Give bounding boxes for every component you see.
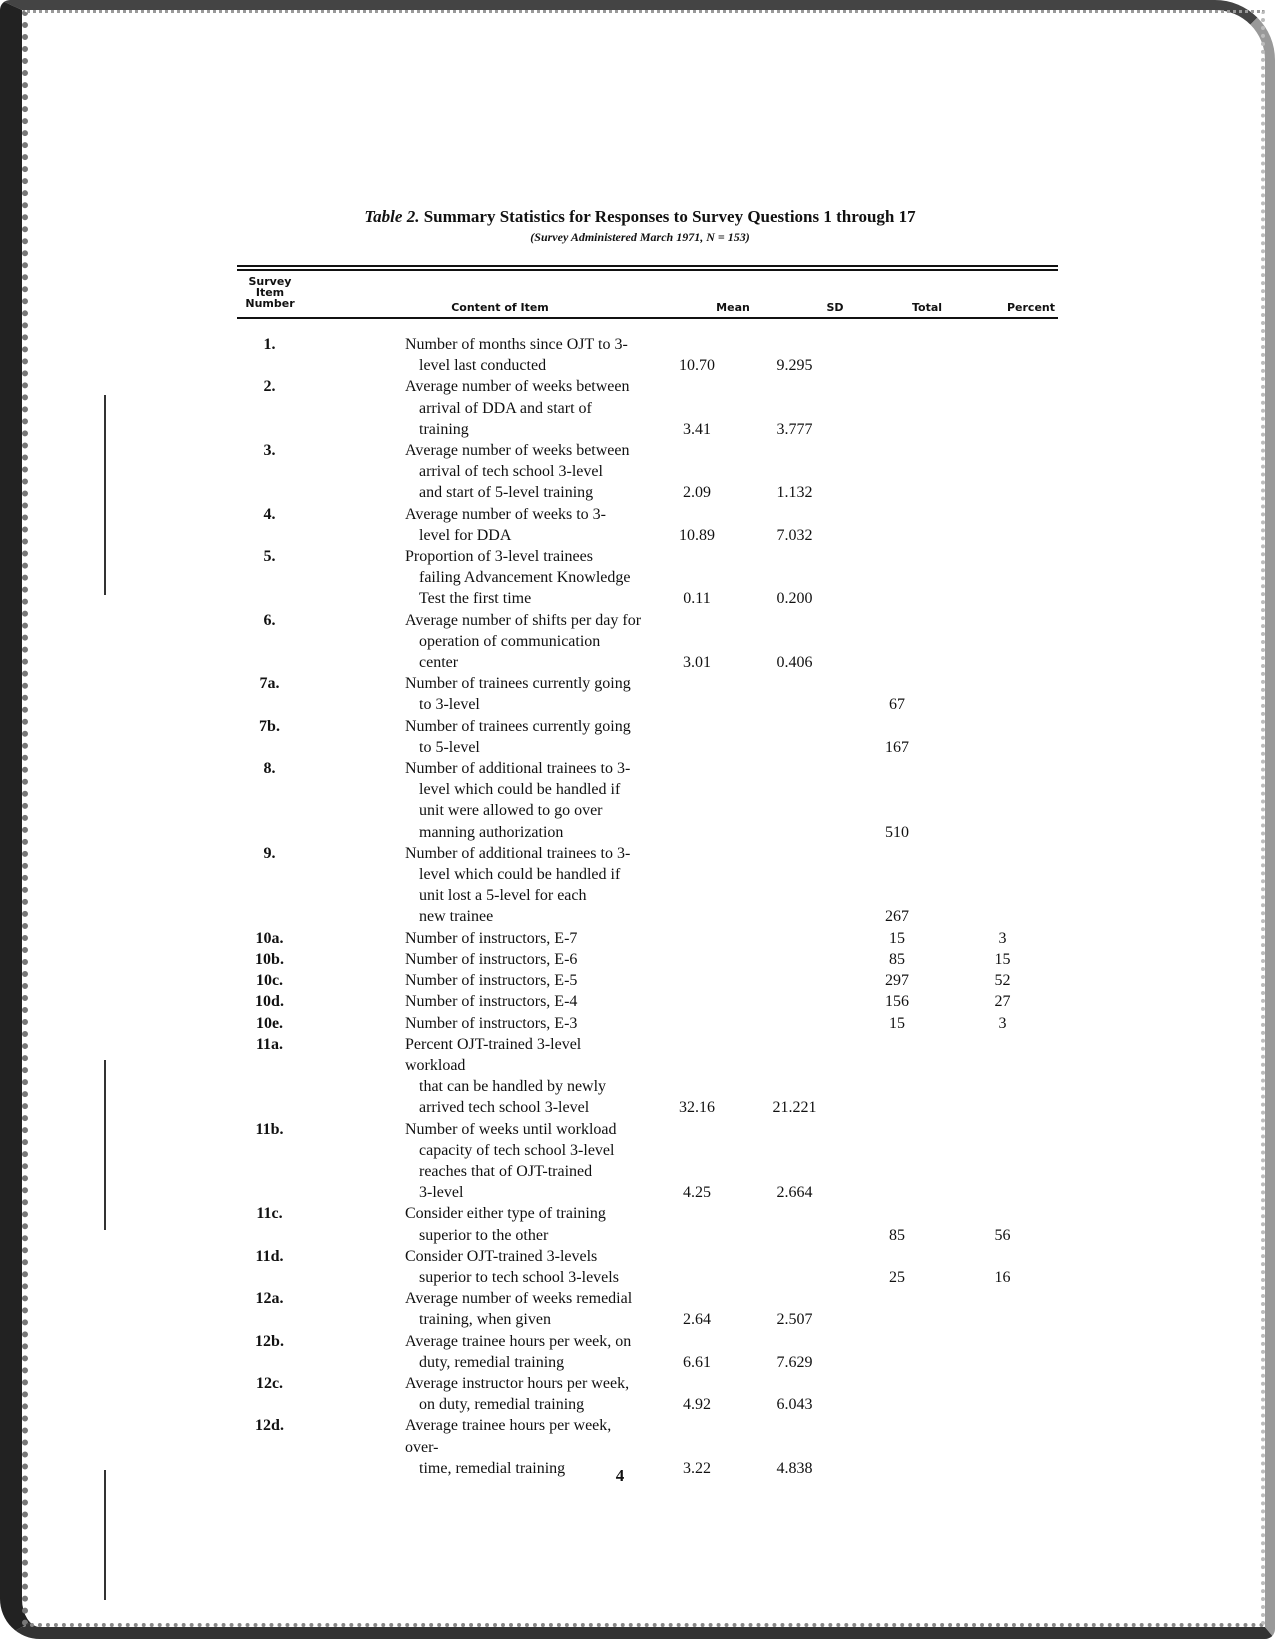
item-mean: 32.16 (679, 1099, 715, 1117)
item-mean: 4.25 (683, 1184, 711, 1202)
scan-edge-mark (104, 1060, 106, 1230)
item-content-line: on duty, remedial training (419, 1396, 585, 1414)
item-content-line: duty, remedial training (419, 1353, 565, 1371)
item-total (847, 1331, 947, 1373)
item-number: 10b. (255, 950, 284, 968)
header-top-rule (237, 265, 1058, 271)
item-sd: 21.221 (772, 1099, 817, 1117)
item-sd (742, 970, 847, 991)
item-mean: 4.92 (683, 1396, 711, 1414)
item-content (302, 334, 642, 376)
item-number: 8. (263, 760, 276, 778)
item-total: 510 (885, 823, 909, 841)
item-content-line: time, remedial training (419, 1459, 566, 1477)
item-content (302, 440, 642, 504)
item-content-line: level for DDA (419, 526, 512, 544)
item-sd (742, 716, 847, 758)
table-row (237, 1203, 1058, 1245)
item-sd (742, 1246, 847, 1288)
item-number: 10e. (255, 1014, 284, 1032)
item-mean (642, 1246, 742, 1288)
item-content-line: level which could be handled if (419, 866, 621, 884)
table-label: Table 2. (364, 207, 420, 226)
header-sd: SD (826, 301, 844, 314)
item-number: 11c. (256, 1205, 283, 1223)
item-sd: 0.200 (776, 590, 813, 608)
table-row (237, 376, 1058, 440)
item-percent (947, 673, 1058, 715)
scan-edge-mark (104, 395, 106, 595)
item-content-line: operation of communication center (419, 632, 601, 672)
item-number: 9. (263, 844, 276, 862)
item-mean: 10.89 (679, 526, 715, 544)
item-percent: 27 (994, 993, 1011, 1011)
item-mean: 3.01 (683, 654, 711, 672)
table-row (237, 1415, 1058, 1479)
item-content-line: Number of instructors, E-4 (405, 993, 578, 1011)
item-mean (642, 1013, 742, 1034)
item-content (302, 991, 642, 1012)
table-row (237, 843, 1058, 928)
table-row (237, 1246, 1058, 1288)
item-percent: 16 (994, 1268, 1011, 1286)
item-content-line: Proportion of 3-level trainees (405, 548, 593, 566)
item-mean (642, 949, 742, 970)
item-content-line: Consider either type of training (405, 1205, 606, 1223)
header-total: Total (911, 301, 943, 314)
header-number-line: Survey (248, 275, 292, 288)
item-sd (742, 928, 847, 949)
item-content-line: superior to the other (419, 1226, 549, 1244)
item-number: 10d. (255, 993, 284, 1011)
item-sd (742, 673, 847, 715)
item-content-line: Number of additional trainees to 3- (405, 760, 631, 778)
item-content (302, 949, 642, 970)
item-content-line: Average trainee hours per week, over- (405, 1417, 612, 1456)
header-content: Content of Item (451, 301, 549, 314)
table-row (237, 334, 1058, 376)
item-number: 11d. (255, 1247, 284, 1265)
item-content (302, 673, 642, 715)
item-mean (642, 673, 742, 715)
item-content-line: training, when given (419, 1311, 551, 1329)
item-number: 7b. (259, 717, 280, 735)
item-mean (642, 991, 742, 1012)
item-content-line: unit were allowed to go over (419, 802, 603, 820)
item-total: 25 (889, 1268, 905, 1286)
table-row (237, 1331, 1058, 1373)
item-number: 11b. (255, 1120, 284, 1138)
item-sd (742, 991, 847, 1012)
item-percent (947, 1331, 1058, 1373)
header-bottom-rule (237, 317, 1058, 319)
item-percent: 15 (994, 950, 1011, 968)
item-total: 67 (889, 696, 905, 714)
item-percent (947, 1119, 1058, 1204)
item-sd: 9.295 (776, 357, 813, 375)
item-mean: 10.70 (679, 357, 715, 375)
table-row (237, 1288, 1058, 1330)
item-total (847, 376, 947, 440)
item-total: 156 (885, 993, 909, 1011)
item-percent (947, 1373, 1058, 1415)
item-sd: 7.629 (776, 1353, 813, 1371)
item-percent (947, 440, 1058, 504)
header-number-line: Item (255, 286, 285, 299)
item-percent: 3 (998, 929, 1007, 947)
page-number: 4 (615, 1466, 625, 1485)
item-content-line: Number of instructors, E-6 (405, 950, 578, 968)
item-percent (947, 610, 1058, 674)
item-content-line: failing Advancement Knowledge (419, 569, 631, 587)
item-sd: 2.664 (776, 1184, 813, 1202)
table-row (237, 673, 1058, 715)
item-percent (947, 758, 1058, 843)
item-content (302, 610, 642, 674)
item-content-line: Number of months since OJT to 3- (405, 336, 628, 353)
item-percent: 3 (998, 1014, 1007, 1032)
table-row (237, 928, 1058, 949)
table-row (237, 758, 1058, 843)
item-content-line: Average number of shifts per day for (405, 611, 642, 629)
item-content-line: 3-level (419, 1184, 464, 1202)
item-number: 5. (263, 548, 276, 566)
table-title (240, 207, 1040, 227)
item-number: 3. (263, 442, 276, 460)
item-percent (947, 843, 1058, 928)
table-row (237, 610, 1058, 674)
item-content-line: Number of trainees currently going (405, 675, 631, 693)
item-content (302, 1013, 642, 1034)
item-total: 85 (889, 950, 905, 968)
item-mean (642, 716, 742, 758)
item-total: 267 (885, 908, 909, 926)
item-content (302, 1203, 642, 1245)
item-mean: 3.41 (683, 420, 711, 438)
item-mean (642, 843, 742, 928)
item-content-line: superior to tech school 3-levels (419, 1268, 619, 1286)
item-sd: 2.507 (776, 1311, 813, 1329)
item-content (302, 376, 642, 440)
item-mean: 2.64 (683, 1311, 711, 1329)
table-row (237, 440, 1058, 504)
item-total (847, 1415, 947, 1479)
item-total: 85 (889, 1226, 905, 1244)
item-number: 1. (263, 336, 276, 353)
item-content-line: Average number of weeks between (405, 442, 630, 460)
item-content (302, 758, 642, 843)
scan-edge-mark (104, 1470, 106, 1600)
item-content (302, 1373, 642, 1415)
table-subtitle: (Survey Administered March 1971, N = 153) (530, 230, 750, 244)
item-content-line: Average trainee hours per week, on (405, 1332, 632, 1350)
item-total (847, 1288, 947, 1330)
table-row (237, 1013, 1058, 1034)
item-content-line: to 3-level (419, 696, 480, 714)
item-sd: 6.043 (776, 1396, 813, 1414)
item-content-line: arrival of DDA and start of (419, 399, 592, 417)
item-sd: 1.132 (776, 484, 813, 502)
item-content-line: manning authorization (419, 823, 564, 841)
item-sd (742, 949, 847, 970)
item-mean (642, 1203, 742, 1245)
item-sd: 4.838 (776, 1459, 813, 1477)
item-percent: 56 (994, 1226, 1011, 1244)
table-row (237, 1034, 1058, 1119)
item-content-line: reaches that of OJT-trained (419, 1162, 593, 1180)
item-content (302, 1288, 642, 1330)
item-content-line: Number of trainees currently going (405, 717, 631, 735)
item-mean: 0.11 (683, 590, 711, 608)
table-title-text: Summary Statistics for Responses to Survey Questions 1 through 17 (423, 207, 916, 226)
item-number: 2. (263, 378, 276, 396)
item-total (847, 1373, 947, 1415)
table-row (237, 1373, 1058, 1415)
header-mean: Mean (716, 301, 750, 314)
item-content (302, 1034, 642, 1119)
item-content-line: Test the first time (419, 590, 532, 608)
item-mean (642, 758, 742, 843)
item-total (847, 610, 947, 674)
item-content (302, 504, 642, 546)
item-content (302, 970, 642, 991)
item-number: 10a. (255, 929, 284, 947)
item-content-line: and start of 5-level training (419, 484, 594, 502)
table-row (237, 716, 1058, 758)
header-item-number (240, 276, 300, 309)
item-sd: 7.032 (776, 526, 813, 544)
item-total (847, 1034, 947, 1119)
table-body (237, 334, 1058, 1479)
item-content-line: training (419, 420, 469, 438)
item-content-line: arrival of tech school 3-level (419, 463, 603, 481)
item-content-line: Consider OJT-trained 3-levels (405, 1247, 598, 1265)
item-content (302, 928, 642, 949)
header-number-line: Number (245, 297, 295, 310)
table-row (237, 504, 1058, 546)
table-row (237, 546, 1058, 610)
item-number: 4. (263, 505, 276, 523)
item-percent (947, 546, 1058, 610)
item-percent (947, 334, 1058, 376)
item-number: 12d. (255, 1417, 284, 1435)
item-mean (642, 970, 742, 991)
item-content-line: Number of additional trainees to 3- (405, 844, 631, 862)
item-content-line: arrived tech school 3-level (419, 1099, 590, 1117)
item-sd: 0.406 (776, 654, 813, 672)
item-content (302, 843, 642, 928)
item-total (847, 334, 947, 376)
item-percent (947, 1034, 1058, 1119)
item-total (847, 546, 947, 610)
item-content-line: unit lost a 5-level for each (419, 887, 587, 905)
item-percent (947, 1415, 1058, 1479)
item-total: 15 (889, 929, 905, 947)
table-row (237, 1119, 1058, 1204)
item-number: 11a. (255, 1035, 284, 1053)
table-row (237, 991, 1058, 1012)
item-content-line: Average number of weeks remedial (405, 1290, 633, 1308)
item-content (302, 716, 642, 758)
item-percent (947, 376, 1058, 440)
item-content (302, 1246, 642, 1288)
summary-statistics-table (237, 334, 1058, 1479)
item-content-line: capacity of tech school 3-level (419, 1141, 615, 1159)
item-percent (947, 1288, 1058, 1330)
item-total: 297 (885, 972, 909, 990)
item-number: 7a. (259, 675, 280, 693)
item-total: 15 (889, 1014, 905, 1032)
item-mean (642, 928, 742, 949)
item-number: 12c. (255, 1374, 284, 1392)
item-sd (742, 843, 847, 928)
item-percent: 52 (994, 972, 1011, 990)
item-content-line: Number of instructors, E-3 (405, 1014, 578, 1032)
item-content-line: that can be handled by newly (419, 1078, 607, 1096)
item-number: 12a. (255, 1290, 284, 1308)
item-sd (742, 1013, 847, 1034)
header-percent: Percent (1006, 301, 1056, 314)
table-row (237, 949, 1058, 970)
item-total (847, 504, 947, 546)
item-number: 6. (263, 611, 276, 629)
item-mean: 2.09 (683, 484, 711, 502)
item-content-line: Number of weeks until workload (405, 1120, 617, 1138)
item-total: 167 (885, 738, 909, 756)
item-content-line: Number of instructors, E-7 (405, 929, 578, 947)
item-number: 10c. (255, 972, 284, 990)
item-sd: 3.777 (776, 420, 813, 438)
item-number: 12b. (255, 1332, 284, 1350)
item-total (847, 440, 947, 504)
item-percent (947, 504, 1058, 546)
item-content-line: Average number of weeks between (405, 378, 630, 396)
item-content (302, 1331, 642, 1373)
item-mean: 3.22 (683, 1459, 711, 1477)
item-content-line: Number of instructors, E-5 (405, 972, 578, 990)
item-total (847, 1119, 947, 1204)
item-content-line: level which could be handled if (419, 781, 621, 799)
item-content (302, 546, 642, 610)
item-content-line: Average instructor hours per week, (405, 1374, 630, 1392)
item-content-line: Percent OJT-trained 3-level workload (405, 1035, 582, 1074)
table-row (237, 970, 1058, 991)
item-content (302, 1415, 642, 1479)
item-mean: 6.61 (683, 1353, 711, 1371)
item-content-line: to 5-level (419, 738, 480, 756)
item-sd (742, 1203, 847, 1245)
item-content-line: Average number of weeks to 3- (405, 505, 606, 523)
item-sd (742, 758, 847, 843)
item-content-line: new trainee (419, 908, 494, 926)
item-percent (947, 716, 1058, 758)
item-content-line: level last conducted (419, 357, 547, 375)
item-content (302, 1119, 642, 1204)
